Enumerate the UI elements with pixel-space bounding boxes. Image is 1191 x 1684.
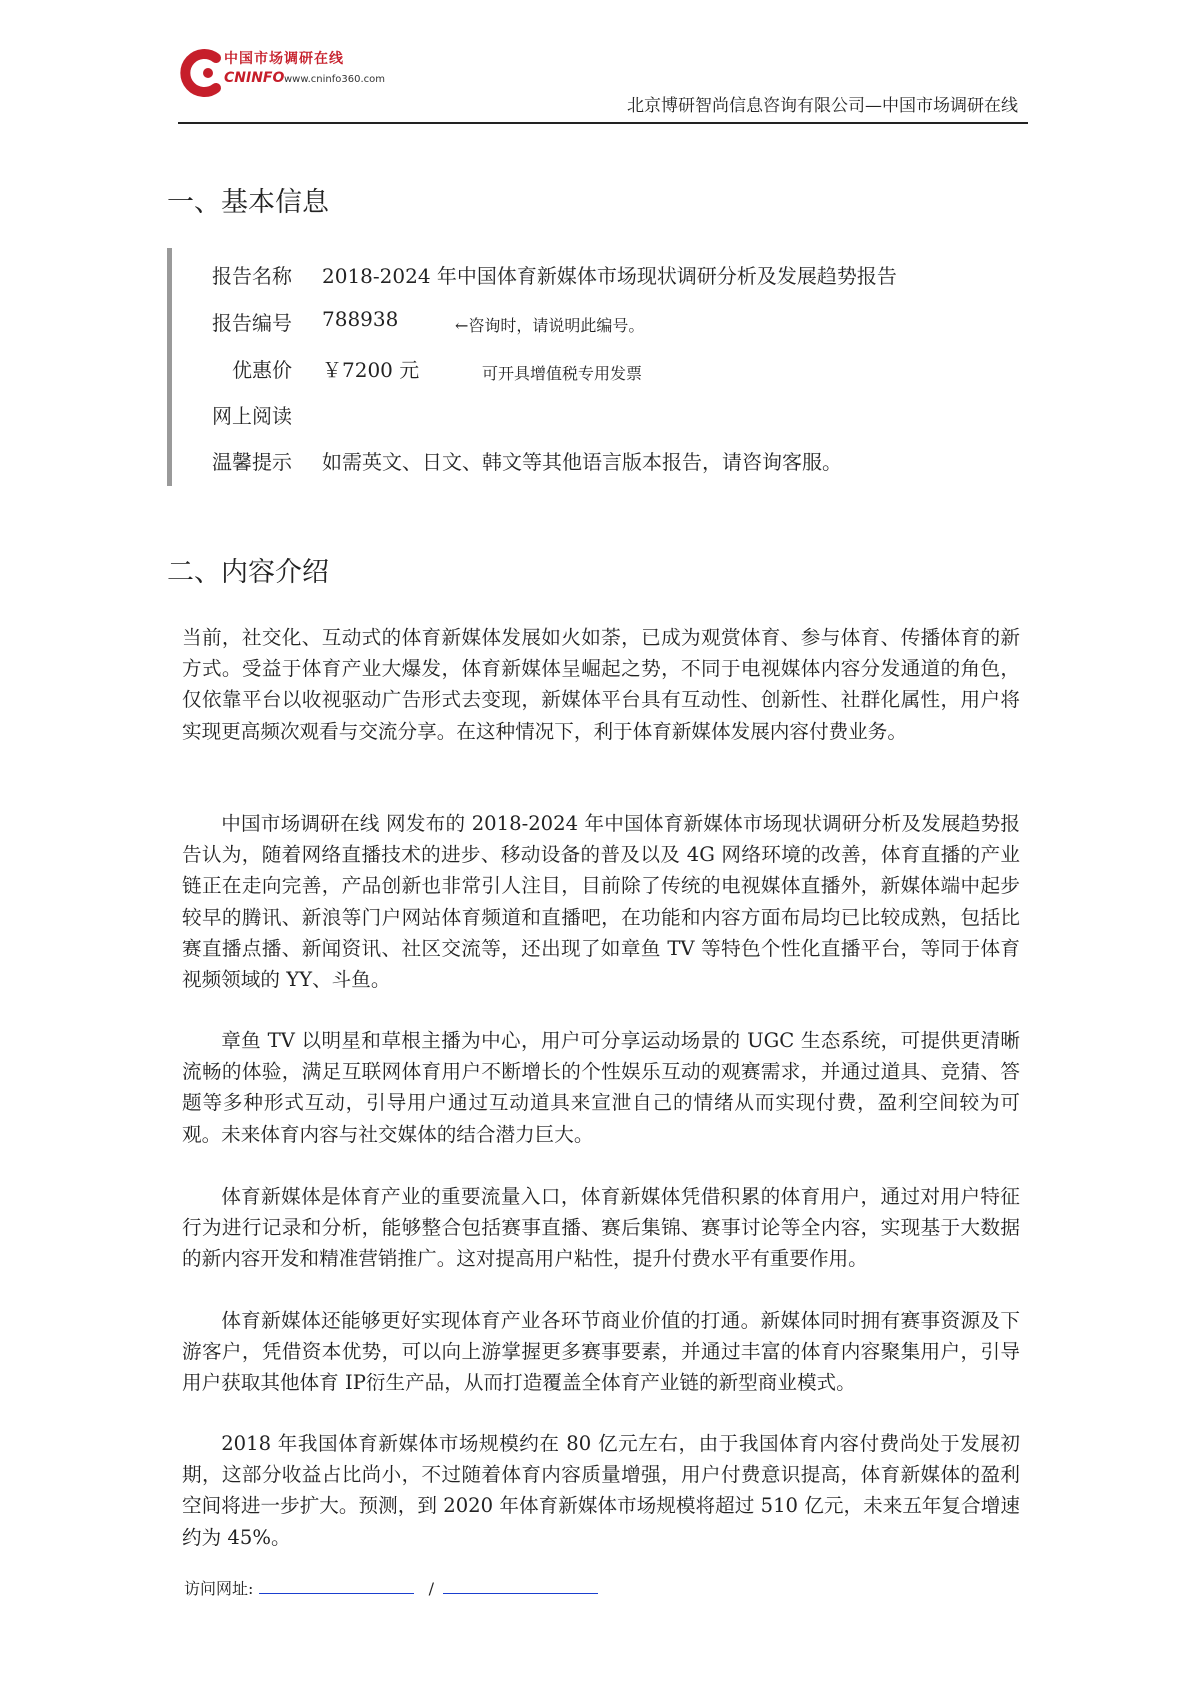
section-title-basic-info: 一、基本信息 — [167, 187, 329, 218]
url-link-1[interactable] — [259, 1579, 414, 1594]
url-link-2[interactable] — [443, 1579, 598, 1594]
content-paragraph-5: 体育新媒体还能够更好实现体育产业各环节商业价值的打通。新媒体同时拥有赛事资源及下游客户，凭借资本优势，可以向上游掌握更多赛事要素，并通过丰富的体育内容聚集用户，引导用户获取其他体育 IP衍生产品，从而打造覆盖全体育产业链的新型商业模式。 — [182, 1309, 1020, 1395]
info-label: 温馨提示 — [212, 450, 292, 474]
content-paragraph-6: 2018 年我国体育新媒体市场规模约在 80 亿元左右，由于我国体育内容付费尚处于发展初期，这部分收益占比尚小，不过随着体育内容质量增强，用户付费意识提高，体育新媒体的盈利空间将进一步扩大。预测，到 2020 年体育新媒体市场规模将超过 510 亿元，未来五年复合增速约为 45%。 — [182, 1432, 1020, 1549]
info-note-invoice: 可开具增值税专用发票 — [482, 364, 643, 383]
logo-url-text: www.cninfo360.com — [284, 74, 386, 85]
info-value: 如需英文、日文、韩文等其他语言版本报告，请咨询客服。 — [322, 450, 842, 474]
info-value: 2018-2024 年中国体育新媒体市场现状调研分析及发展趋势报告 — [322, 264, 897, 288]
visit-url-footer — [184, 1576, 598, 1599]
url-separator: / — [428, 1579, 434, 1598]
company-logo — [178, 44, 386, 102]
info-note-number: ←咨询时，请说明此编号。 — [455, 316, 645, 335]
basic-info-block — [167, 248, 972, 486]
info-value: 788938 — [322, 307, 399, 331]
logo-c-icon — [178, 48, 224, 98]
content-paragraph-2: 中国市场调研在线 网发布的 2018-2024 年中国体育新媒体市场现状调研分析及发展趋势报告认为，随着网络直播技术的进步、移动设备的普及以及 4G 网络环境的改善，体育直播的产业链正在走向完善，产品创新也非常引人注目，目前除了传统的电视媒体直播外，新媒体端中起步较早的腾讯、新浪等门户网站体育频道和直播吧，在功能和内容方面布局均已比较成熟，包括比赛直播点播、新闻资讯、社区交流等，还出现了如章鱼 TV 等特色个性化直播平台，等同于体育视频领域的 YY、斗鱼。 — [182, 812, 1020, 992]
visit-url-label: 访问网址: — [184, 1579, 254, 1598]
company-name: 北京博研智尚信息咨询有限公司—中国市场调研在线 — [627, 96, 1018, 116]
section-title-content: 二、内容介绍 — [167, 557, 329, 588]
content-paragraph-1: 当前，社交化、互动式的体育新媒体发展如火如荼，已成为观赏体育、参与体育、传播体育的新方式。受益于体育产业大爆发，体育新媒体呈崛起之势，不同于电视媒体内容分发通道的角色，仅依靠平台以收视驱动广告形式去变现，新媒体平台具有互动性、创新性、社群化属性，用户将实现更高频次观看与交流分享。在这种情况下，利于体育新媒体发展内容付费业务。 — [182, 626, 1020, 743]
content-paragraph-4: 体育新媒体是体育产业的重要流量入口，体育新媒体凭借积累的体育用户，通过对用户特征行为进行记录和分析，能够整合包括赛事直播、赛后集锦、赛事讨论等全内容，实现基于大数据的新内容开发和精准营销推广。这对提高用户粘性，提升付费水平有重要作用。 — [182, 1185, 1020, 1271]
info-label: 网上阅读 — [212, 404, 292, 428]
content-paragraph-3: 章鱼 TV 以明星和草根主播为中心，用户可分享运动场景的 UGC 生态系统，可提供更清晰流畅的体验，满足互联网体育用户不断增长的个性娱乐互动的观赛需求，并通过道具、竞猜、答题等多种形式互动，引导用户通过互动道具来宣泄自己的情绪从而实现付费，盈利空间较为可观。未来体育内容与社交媒体的结合潜力巨大。 — [182, 1029, 1020, 1146]
logo-chinese-text: 中国市场调研在线 — [224, 51, 344, 67]
info-label: 报告编号 — [212, 311, 292, 335]
info-label: 报告名称 — [212, 264, 292, 288]
logo-english-text: CNINFO — [224, 70, 285, 86]
info-value: ￥7200 元 — [322, 358, 420, 382]
page-header — [178, 44, 1028, 124]
info-label: 优惠价 — [232, 358, 292, 382]
